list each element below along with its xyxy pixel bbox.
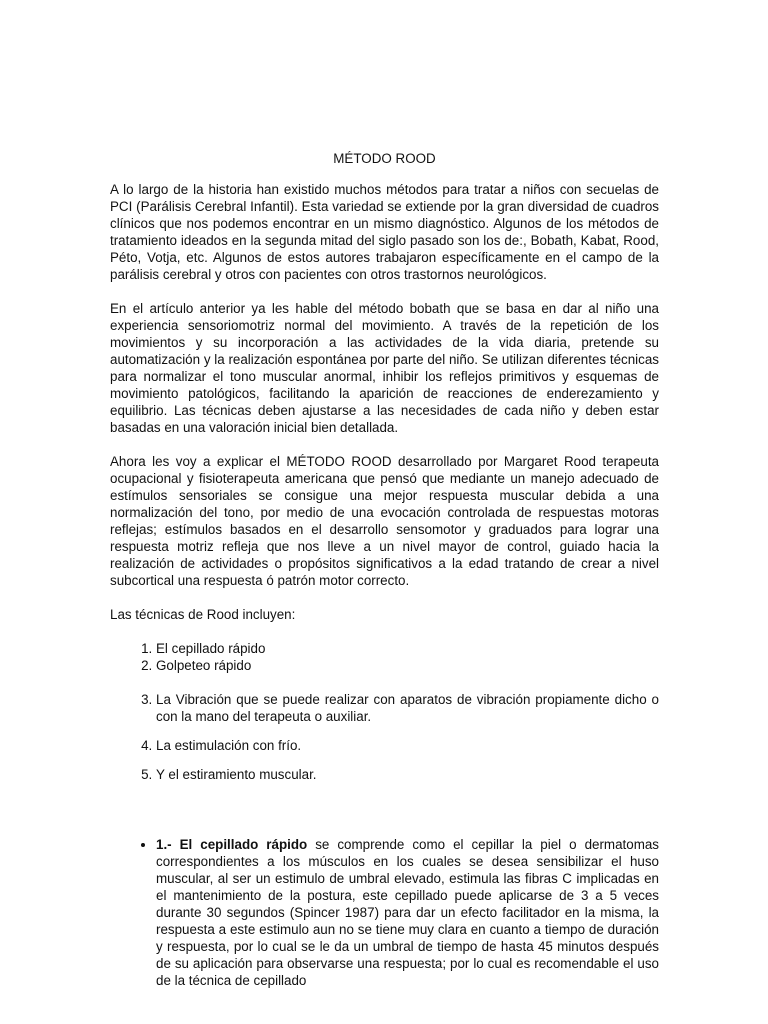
technique-detail-text: se comprende como el cepillar la piel o dermatomas correspondientes a los músculos en los cuales se desea sensibilizar el huso muscular, al ser un estimulo de umbral elevado, estimula las fibras C implicadas en el mantenimiento de la postura, este cepillado puede aplicarse de 3 a 5 veces durante 30 segundos (Spincer 1987) para dar un efecto facilitador en la misma, la respuesta a este estimulo aun no se tiene muy clara en cuanto a tiempo de duración y respuesta, por lo cual se le da un umbral de tiempo de hasta 45 minutos después de su aplicación para observarse una respuesta; por lo cual es recomendable el uso de la técnica de cepillado bbox=[156, 837, 659, 988]
technique-detail-item bbox=[156, 836, 659, 989]
technique-item: 5. Y el estiramiento muscular. bbox=[156, 766, 659, 783]
document-title: MÉTODO ROOD bbox=[333, 151, 436, 166]
paragraph-history: A lo largo de la historia han existido muchos métodos para tratar a niños con secuelas de PCI (Parálisis Cerebral Infantil). Esta variedad se extiende por la gran diversidad de cuadros clínicos que nos podemos encontrar en un mismo diagnóstico. Algunos de los métodos de tratamiento ideados en la segunda mitad del siglo pasado son los de:, Bobath, Kabat, Rood, Péto, Votja, etc. Algunos de estos autores trabajaron específicamente en el campo de la parálisis cerebral y otros con pacientes con otros trastornos neurológicos. bbox=[110, 182, 659, 282]
technique-item: 3. La Vibración que se puede realizar con aparatos de vibración propiamente dicho o con la mano del terapeuta o auxiliar. bbox=[156, 691, 659, 725]
paragraph-bobath: En el artículo anterior ya les hable del método bobath que se basa en dar al niño una experiencia sensoriomotriz normal del movimiento. A través de la repetición de los movimientos y su incorporación a las actividades de la vida diaria, pretende su automatización y la realización espontánea por parte del niño. Se utilizan diferentes técnicas para normalizar el tono muscular anormal, inhibir los reflejos primitivos y esquemas de movimiento patológicos, facilitando la aparición de reacciones de enderezamiento y equilibrio. Las técnicas deben ajustarse a las necesidades de cada niño y deben estar basadas en una valoración inicial bien detallada. bbox=[110, 301, 659, 435]
technique-item: 1. El cepillado rápido bbox=[156, 640, 659, 657]
technique-detail-heading: 1.- El cepillado rápido bbox=[156, 837, 308, 852]
technique-detail-list bbox=[110, 836, 659, 989]
technique-item: 2. Golpeteo rápido bbox=[156, 657, 659, 674]
technique-item: 4. La estimulación con frío. bbox=[156, 737, 659, 754]
paragraph-rood: Ahora les voy a explicar el MÉTODO ROOD desarrollado por Margaret Rood terapeuta ocupacional y fisioterapeuta americana que pensó que mediante un manejo adecuado de estímulos sensoriales se consigue una mejor respuesta muscular debida a una normalización del tono, por medio de una evocación controlada de respuestas motoras reflejas; estímulos basados en el desarrollo sensomotor y graduados para lograr una respuesta motriz refleja que nos lleve a un nivel mayor de control, guiado hacia la realización de actividades o propósitos significativos a la edad tratando de crear a nivel subcortical una respuesta ó patrón motor correcto. bbox=[110, 454, 659, 588]
techniques-list bbox=[110, 640, 659, 783]
document-body bbox=[110, 150, 659, 989]
techniques-intro: Las técnicas de Rood incluyen: bbox=[110, 607, 296, 622]
